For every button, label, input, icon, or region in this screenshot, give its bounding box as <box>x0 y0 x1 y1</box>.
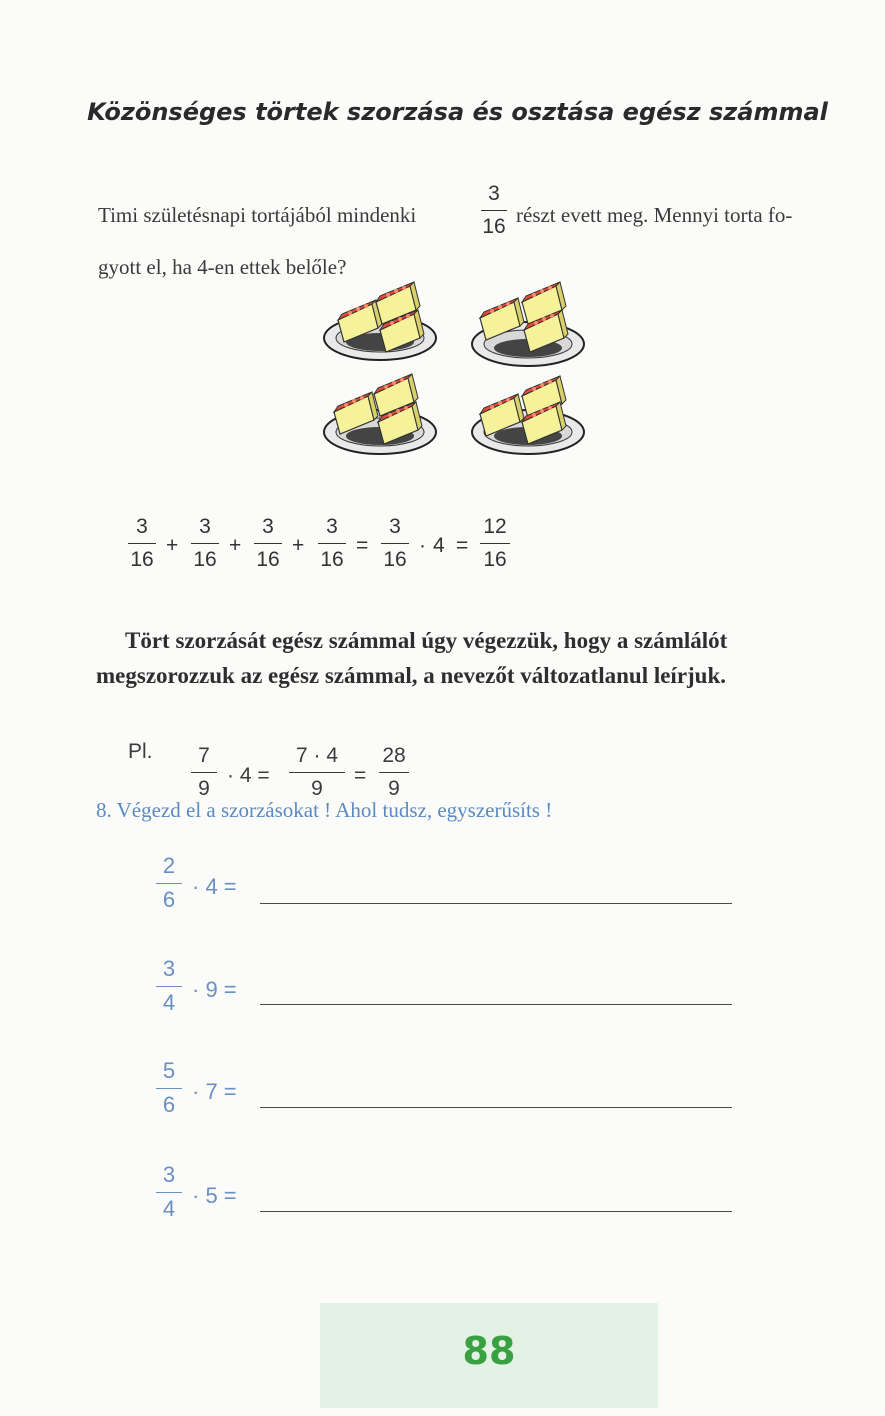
denominator: 16 <box>483 548 507 571</box>
denominator: 16 <box>320 548 344 571</box>
denominator: 4 <box>162 990 176 1015</box>
plate-2 <box>472 282 584 366</box>
equals-sign: = <box>356 534 369 557</box>
exercise-3-answer-line[interactable] <box>260 1107 732 1108</box>
numerator: 3 <box>262 515 274 538</box>
problem-text-line2: gyott el, ha 4-en ettek belőle? <box>98 255 347 279</box>
fraction-bar <box>128 543 156 544</box>
sum-term-2 <box>191 516 219 570</box>
problem-fraction <box>481 183 507 237</box>
plate-4 <box>472 376 584 454</box>
exercise-2-operator: · 9 = <box>192 977 237 1002</box>
plate-1 <box>324 282 436 360</box>
sum-term-3 <box>254 516 282 570</box>
fraction-bar <box>480 543 510 544</box>
denominator: 16 <box>130 548 154 571</box>
denominator: 9 <box>198 777 210 800</box>
rule-line-1: Tört szorzását egész számmal úgy végezzük, hogy a számlálót <box>125 628 728 653</box>
fraction-bar <box>379 772 409 773</box>
cake-plates-icon <box>318 272 608 462</box>
fraction-numerator: 3 <box>488 182 500 205</box>
plate-3 <box>324 374 436 454</box>
denominator: 16 <box>193 548 217 571</box>
example-fraction-2 <box>289 745 345 799</box>
example-label: Pl. <box>128 740 153 763</box>
equals-sign: = <box>456 534 469 557</box>
exercise-2-answer-line[interactable] <box>260 1004 732 1005</box>
fraction-bar <box>191 543 219 544</box>
fraction-bar <box>289 772 345 773</box>
denominator: 4 <box>162 1196 176 1221</box>
numerator: 5 <box>162 1058 176 1083</box>
denominator: 6 <box>162 887 176 912</box>
equals-sign: = <box>354 764 367 787</box>
rule-line-2: megszorozzuk az egész számmal, a nevezőt változatlanul leírjuk. <box>96 663 727 688</box>
numerator: 3 <box>199 515 211 538</box>
denominator: 16 <box>383 548 407 571</box>
exercise-4-operator: · 5 = <box>192 1183 237 1208</box>
exercise-2-fraction <box>156 958 182 1014</box>
problem-text-start: Timi születésnapi tortájából mindenki <box>98 203 417 227</box>
plus-sign: + <box>166 534 179 557</box>
page-number-box <box>320 1303 658 1408</box>
exercise-1-fraction <box>156 855 182 911</box>
result-fraction <box>480 516 510 570</box>
multiplier: 4 <box>433 534 445 557</box>
fraction-bar <box>156 1088 182 1089</box>
exercise-1-operator: · 4 = <box>192 874 237 899</box>
example-fraction-3 <box>379 745 409 799</box>
fraction-bar <box>156 1192 182 1193</box>
numerator: 3 <box>326 515 338 538</box>
fraction-bar <box>381 543 409 544</box>
numerator: 3 <box>162 1162 176 1187</box>
example-times-four: · 4 = <box>227 764 270 787</box>
numerator: 2 <box>162 853 176 878</box>
numerator: 7 · 4 <box>295 744 339 767</box>
plus-sign: + <box>229 534 242 557</box>
product-fraction <box>381 516 409 570</box>
fraction-bar <box>481 210 507 211</box>
numerator: 3 <box>136 515 148 538</box>
plus-sign: + <box>292 534 305 557</box>
problem-text-end: részt evett meg. Mennyi torta fo- <box>516 203 793 227</box>
times-sign: · <box>419 534 426 557</box>
fraction-denominator: 16 <box>482 215 506 238</box>
fraction-bar <box>254 543 282 544</box>
denominator: 9 <box>311 777 323 800</box>
fraction-bar <box>156 883 182 884</box>
exercise-4-fraction <box>156 1164 182 1220</box>
denominator: 9 <box>388 777 400 800</box>
exercise-1-answer-line[interactable] <box>260 903 732 904</box>
fraction-bar <box>318 543 346 544</box>
exercise-4-answer-line[interactable] <box>260 1211 732 1212</box>
numerator: 3 <box>162 956 176 981</box>
example-fraction-1 <box>191 745 217 799</box>
exercise-3-fraction <box>156 1060 182 1116</box>
numerator: 28 <box>382 744 406 767</box>
fraction-bar <box>191 772 217 773</box>
page-title: Közönséges törtek szorzása és osztása egész számmal <box>87 98 828 126</box>
exercise-3-operator: · 7 = <box>192 1079 237 1104</box>
numerator: 7 <box>198 744 210 767</box>
numerator: 3 <box>389 515 401 538</box>
denominator: 6 <box>162 1092 176 1117</box>
denominator: 16 <box>256 548 280 571</box>
task-instruction: 8. Végezd el a szorzásokat ! Ahol tudsz, egyszerűsíts ! <box>96 798 553 822</box>
numerator: 12 <box>483 515 507 538</box>
fraction-bar <box>156 986 182 987</box>
page-number: 88 <box>462 1329 516 1373</box>
sum-term-4 <box>318 516 346 570</box>
sum-term-1 <box>128 516 156 570</box>
